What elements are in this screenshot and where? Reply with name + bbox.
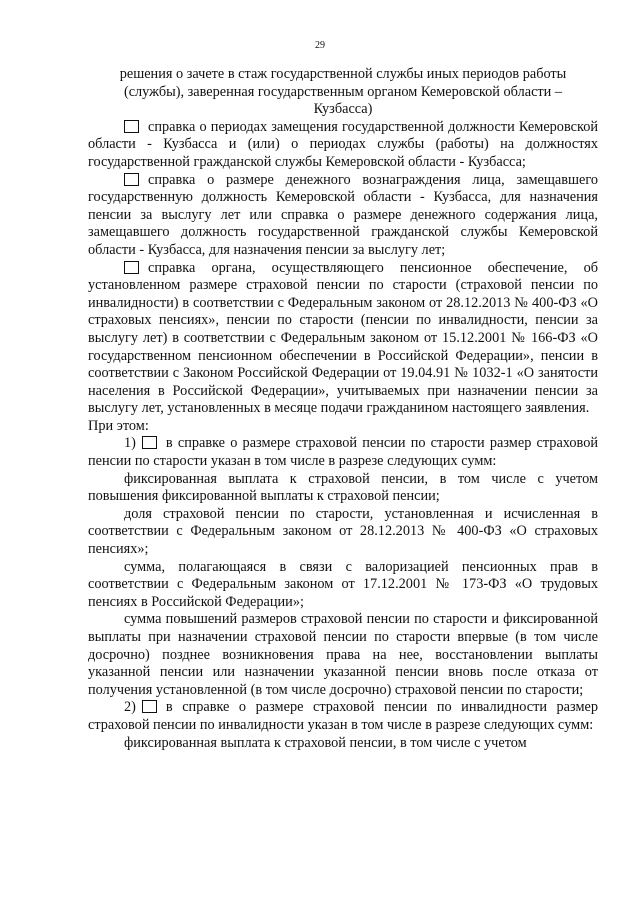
sub-item-number: 1) bbox=[124, 435, 136, 452]
paragraph: сумма, полагающаяся в связи с валоризацией пенсионных прав в соответствии с Федеральным законом от 17.12.2001 № 173-ФЗ «О трудовых пенсиях в Российской Федерации»; bbox=[88, 558, 598, 610]
header-text: решения о зачете в стаж государственной службы иных периодов работы (службы), заверенная государственным органом Кемеровской области – Кузбасса) bbox=[119, 66, 567, 118]
document-body bbox=[88, 66, 598, 752]
sub-item-text: в справке о размере страховой пенсии по старости размер страховой пенсии по старости указан в том числе в разрезе следующих сумм: bbox=[88, 435, 598, 470]
sub-item-2 bbox=[88, 699, 598, 734]
sub-item-text: в справке о размере страховой пенсии по инвалидности размер страховой пенсии по инвалидности указан в том числе в разрезе следующих сумм: bbox=[88, 699, 598, 733]
pri-etom-label: При этом: bbox=[88, 417, 149, 434]
item-text: справка о периодах замещения государственной должности Кемеровской области - Кузбасса и (или) о периодах службы (работы) на должностях государственной гражданской службы Кемеровской области - Кузбасса; bbox=[88, 118, 598, 170]
list-item bbox=[88, 172, 598, 260]
paragraph: фиксированная выплата к страховой пенсии, в том числе с учетом bbox=[124, 734, 527, 751]
item-text: справка органа, осуществляющего пенсионное обеспечение, об установленном размере страховой пенсии по старости (страховой пенсии по инвалидности) в соответствии с Федеральным законом от 28.12.2013 № 400-ФЗ «О страховых пенсиях», пенсии по старости (пенсии по инвалидности, пенсии за выслугу лет) в соответствии с Федеральным законом от 15.12.2001 № 166-ФЗ «О государственном пенсионном обеспечении в Российской Федерации», пенсии в соответствии с Законом Российской Федерации от 19.04.91 № 1032-1 «О занятости населения в Российской Федерации», учитываемых при назначении пенсии за выслугу лет, установленных в месяце подачи гражданином настоящего заявления. bbox=[88, 259, 598, 417]
checkbox-disability-pension[interactable] bbox=[142, 700, 157, 713]
checkbox-periods-certificate[interactable] bbox=[124, 120, 139, 133]
sub-item-1 bbox=[88, 435, 598, 470]
paragraph: фиксированная выплата к страховой пенсии, в том числе с учетом повышения фиксированной выплаты к страховой пенсии; bbox=[88, 470, 598, 505]
sub-item-number: 2) bbox=[124, 699, 136, 716]
page-number: 29 bbox=[315, 40, 325, 51]
checkbox-old-age-pension[interactable] bbox=[142, 436, 157, 449]
paragraph: доля страховой пенсии по старости, установленная и исчисленная в соответствии с Федеральным законом от 28.12.2013 № 400-ФЗ «О страховых пенсиях»; bbox=[88, 505, 598, 558]
list-item bbox=[88, 119, 598, 172]
item-text: справка о размере денежного вознаграждения лица, замещавшего государственную должность Кемеровской области - Кузбасса, для назначения пенсии за выслугу лет или справка о размере денежного содержания лица, замещавшего должность государственной гражданской службы Кемеровской области - Кузбасса, для назначения пенсии за выслугу лет; bbox=[88, 171, 598, 258]
paragraph: сумма повышений размеров страховой пенсии по старости и фиксированной выплаты при назначении страховой пенсии по старости впервые (в том числе досрочно) позднее возникновения права на нее, восстановлении выплаты указанной пенсии или назначении указанной пенсии вновь после отказа от получения установленной (в том числе досрочно) страховой пенсии по старости; bbox=[88, 611, 598, 698]
checkbox-salary-certificate[interactable] bbox=[124, 173, 139, 186]
checkbox-pension-certificate[interactable] bbox=[124, 261, 139, 274]
list-item bbox=[88, 260, 598, 418]
